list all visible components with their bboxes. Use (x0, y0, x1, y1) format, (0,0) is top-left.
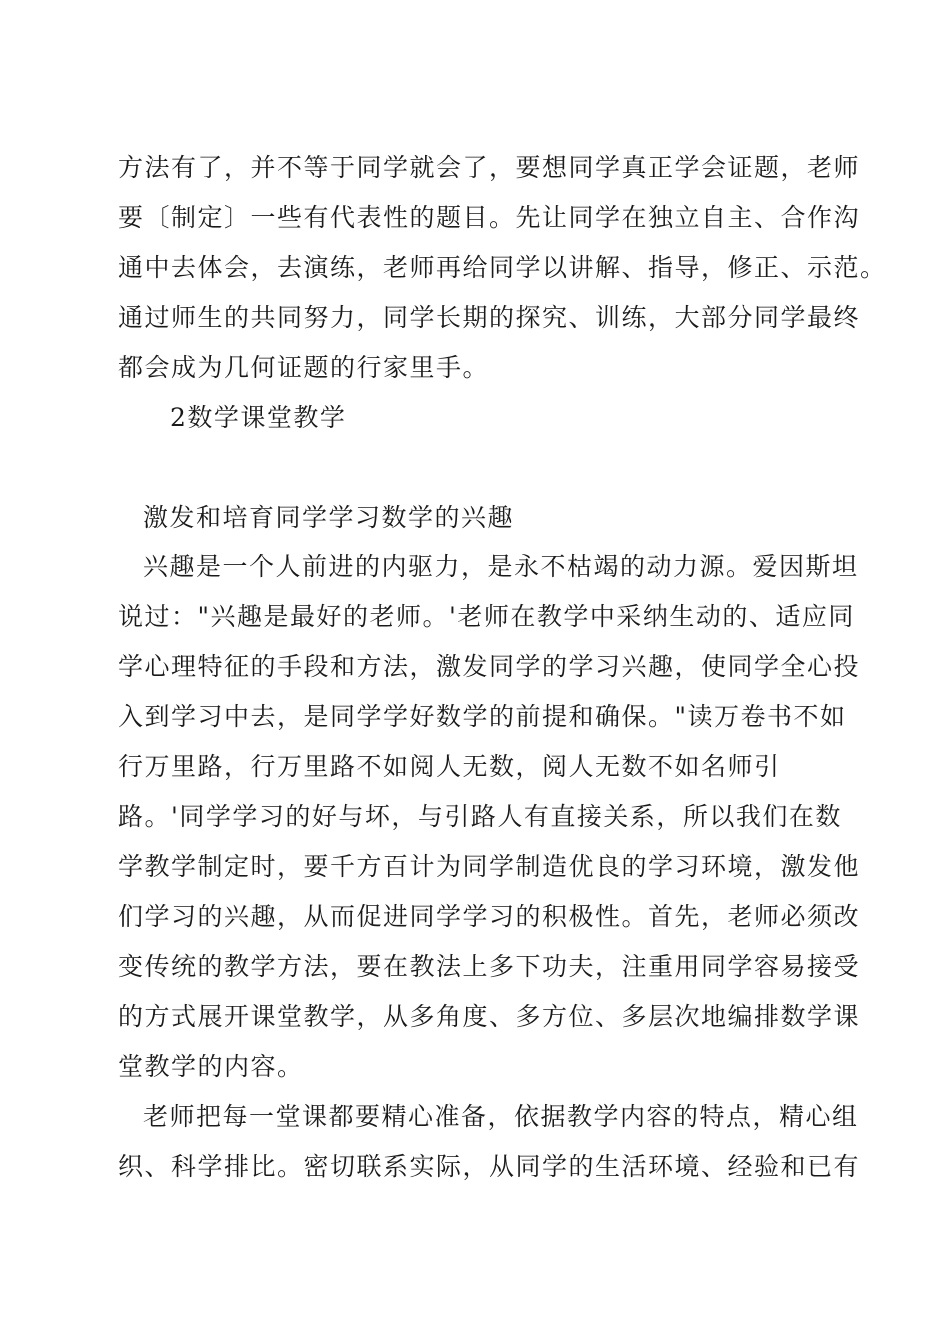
paragraph-2-line-5: 行万里路，行万里路不如阅人无数，阅人无数不如名师引 (118, 752, 781, 781)
subheading: 激发和培育同学学习数学的兴趣 (143, 503, 515, 532)
paragraph-2-line-3: 学心理特征的手段和方法，激发同学的学习兴趣，使同学全心投 (118, 652, 861, 681)
section-heading: 2数学课堂教学 (170, 403, 347, 432)
paragraph-2-line-6: 路。'同学学习的好与坏，与引路人有直接关系，所以我们在数 (118, 802, 842, 831)
paragraph-1-line-5: 都会成为几何证题的行家里手。 (118, 353, 490, 382)
paragraph-2-line-1: 兴趣是一个人前进的内驱力，是永不枯竭的动力源。爱因斯坦 (143, 552, 859, 581)
paragraph-1-line-3: 通中去体会，去演练，老师再给同学以讲解、指导，修正、示范。 (118, 253, 887, 282)
paragraph-3-line-1: 老师把每一堂课都要精心准备，依据教学内容的特点，精心组 (143, 1102, 859, 1131)
paragraph-1-line-4: 通过师生的共同努力，同学长期的探究、训练，大部分同学最终 (118, 303, 861, 332)
paragraph-2-line-8: 们学习的兴趣，从而促进同学学习的积极性。首先，老师必须改 (118, 902, 861, 931)
paragraph-3-line-2: 织、科学排比。密切联系实际，从同学的生活环境、经验和已有 (118, 1152, 861, 1181)
paragraph-2-line-2: 说过："兴趣是最好的老师。'老师在教学中采纳生动的、适应同 (118, 602, 855, 631)
paragraph-1-line-2: 要〔制定〕一些有代表性的题目。先让同学在独立自主、合作沟 (118, 203, 861, 232)
paragraph-1-line-1: 方法有了，并不等于同学就会了，要想同学真正学会证题，老师 (118, 153, 861, 182)
paragraph-2-line-7: 学教学制定时，要千方百计为同学制造优良的学习环境，激发他 (118, 852, 861, 881)
paragraph-2-line-9: 变传统的教学方法，要在教法上多下功夫，注重用同学容易接受 (118, 952, 861, 981)
paragraph-2-line-4: 入到学习中去，是同学学好数学的前提和确保。"读万卷书不如 (118, 702, 847, 731)
paragraph-2-line-11: 堂教学的内容。 (118, 1052, 304, 1081)
paragraph-2-line-10: 的方式展开课堂教学，从多角度、多方位、多层次地编排数学课 (118, 1002, 861, 1031)
